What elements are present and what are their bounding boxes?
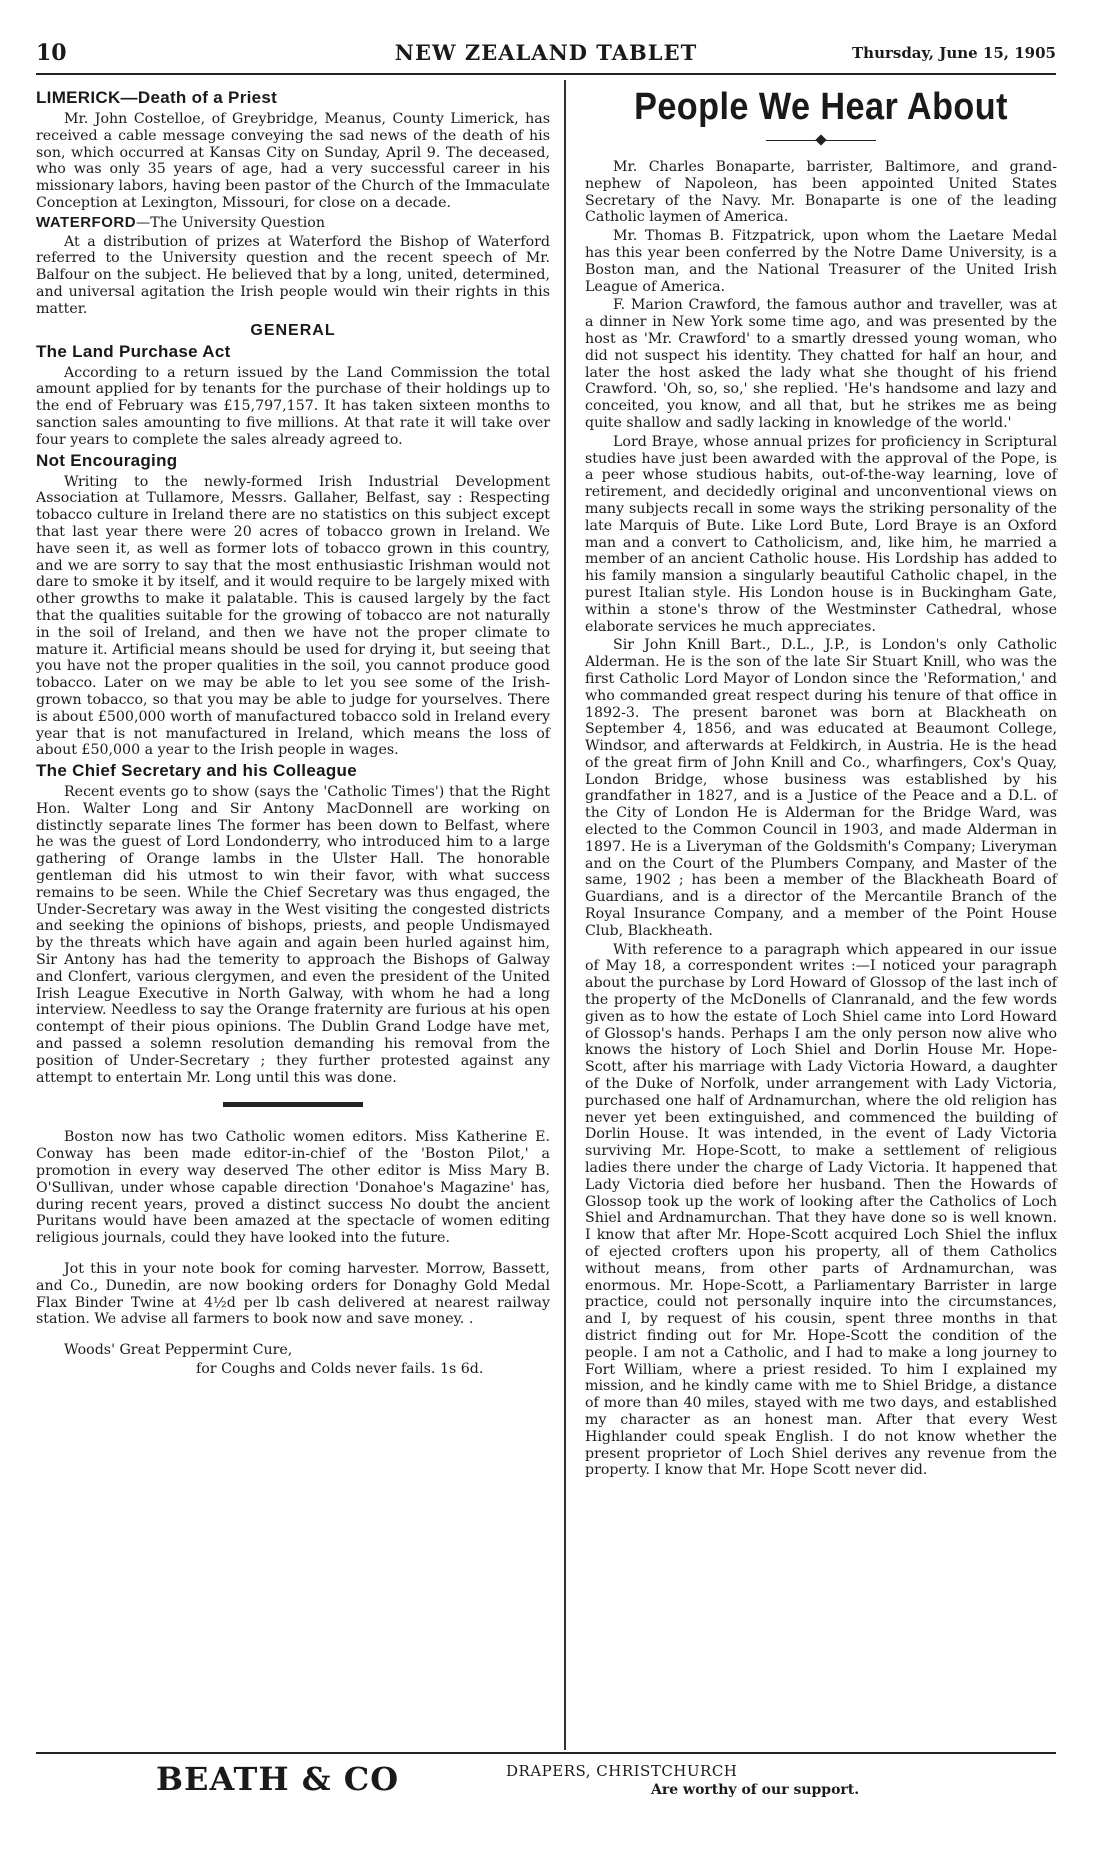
waterford-heading-place: WATERFORD [36, 213, 137, 231]
general-section-heading: GENERAL [250, 321, 336, 339]
issue-date: Thursday, June 15, 1905 [852, 44, 1056, 62]
column-divider [564, 80, 566, 1750]
advertiser-brand: BEATH & CO [156, 1760, 400, 1798]
woods-cure-line-1: Woods' Great Peppermint Cure, [64, 1342, 293, 1359]
header-rule [36, 73, 1056, 75]
footer-rule [36, 1752, 1056, 1754]
braye-paragraph: Lord Braye, whose annual prizes for proficiency in Scriptural studies have just been awarded with the approval of the Pope, is a peer whose studious habits, out-of-the-way learning, love of retirement, and decidedly original and unconventional views on many subjects recall in some ways the striking personality of the late Marquis of Bute. Like Lord Bute, Lord Braye is an Oxford man and a convert to Catholicism, and, like him, he married a member of an ancient Catholic house. His Lordship has added to his family mansion a singularly beautiful Catholic chapel, in the purest Italian style. His London house is in Buckingham Gate, within a stone's throw of the Westminster Cathedral, whose elaborate services he much appreciates. [585, 433, 1057, 635]
masthead-title: NEW ZEALAND TABLET [394, 40, 698, 65]
waterford-article: At a distribution of prizes at Waterford the Bishop of Waterford referred to the University question and the recent speech of Mr. Balfour on the subject. He believed that by a long, united, determined, and universal agitation the Irish people would win their rights in this matter. [36, 233, 550, 317]
left-column [36, 88, 550, 1380]
waterford-heading-topic: —The University Question [136, 214, 325, 231]
waterford-heading [36, 214, 550, 232]
morrow-bassett-notice: Jot this in your note book for coming harvester. Morrow, Bassett, and Co., Dunedin, are now booking orders for Donaghy Gold Medal Flax Binder Twine at 4½d per lb cash delivered at nearest railway station. We advise all farmers to book now and save money. . [36, 1261, 550, 1328]
right-column [585, 88, 1057, 1481]
people-we-hear-about-title: People We Hear About [634, 86, 1008, 128]
not-encouraging-article: Writing to the newly-formed Irish Industrial Development Association at Tullamore, Messrs. Gallaher, Belfast, say : Respecting tobacco culture in Ireland there are no statistics on this subject except that last year there were 20 acres of tobacco grown in Ireland. We have seen it, as well as former lots of tobacco grown in this country, and we are sorry to say that the most enthusiastic Irishman would not dare to smoke it by itself, and it would require to be largely mixed with other growths to make it palatable. This is caused largely by the fact that the qualities suitable for the growing of tobacco are not naturally in the soil of Ireland, and then we have not the proper climate to mature it. Artificial means should be used for drying it, but seeing that you have not the proper qualities in the soil, you cannot produce good tobacco. Later on we may be able to let you see some of the Irish-grown tobacco, so that you may be able to judge for yourselves. There is about £500,000 worth of manufactured tobacco sold in Ireland every year that is not manufactured in Ireland, which means the loss of about £50,000 a year to the Irish people in wages. [36, 473, 550, 759]
boston-editors-article: Boston now has two Catholic women editors. Miss Katherine E. Conway has been made editor-in-chief of the 'Boston Pilot,' a promotion in every way deserved The other editor is Miss Mary B. O'Sullivan, under whose capable direction 'Donahoe's Magazine' has, during recent years, proved a distinct success No doubt the ancient Puritans would have been amazed at the spectacle of women editing religious journals, could they have looked into the future. [36, 1129, 550, 1247]
limerick-heading: LIMERICK—Death of a Priest [36, 88, 278, 107]
ornament-diamond-icon [815, 134, 826, 145]
advertiser-subtitle: DRAPERS, CHRISTCHURCH [506, 1762, 738, 1780]
section-divider [223, 1102, 363, 1107]
page-header [36, 40, 1056, 70]
knill-paragraph: Sir John Knill Bart., D.L., J.P., is London's only Catholic Alderman. He is the son of the late Sir Stuart Knill, who was the first Catholic Lord Mayor of London since the 'Reformation,' and who commanded great respect during his tenure of that office in 1892-3. The present baronet was born at Blackheath on September 4, 1856, and was educated at Beaumont College, Windsor, and afterwards at Feldkirch, in Austria. He is the head of the great firm of John Knill and Co., wharfingers, Cox's Quay, London Bridge, whose business was established by his grandfather in 1827, and is a Justice of the Peace and a D.L. of the City of London He is Alderman for the Bridge Ward, was elected to the Common Council in 1903, and made Alderman in 1897. He is a Liveryman of the Goldsmith's Company; Liveryman and on the Court of the Plumbers Company, and Master of the same, 1902 ; has been a member of the Blackheath Board of Guardians, and is a director of the Mercantile Branch of the Royal Insurance Company, and a member of the Point House Club, Blackheath. [585, 637, 1057, 939]
land-purchase-heading: The Land Purchase Act [36, 341, 231, 361]
correspondent-paragraph: With reference to a paragraph which appeared in our issue of May 18, a correspondent writes :—I noticed your paragraph about the purchase by Lord Howard of Glossop of the last inch of the property of the McDonells of Clanranald, and the few words given as to how the estate of Loch Shiel came into Lord Howard of Glossop's hands. Perhaps I am the only person now alive who knows the history of Loch Shiel and Dorlin House Mr. Hope-Scott, after his marriage with Lady Victoria Howard, a daughter of the Duke of Norfolk, under arrangement with Lady Victoria, purchased one half of Ardnamurchan, where the old religion has never yet been extinguished, and commenced the building of Dorlin House. It was intended, in the event of Lady Victoria surviving Mr. Hope-Scott, to make a settlement of religious ladies there under the charge of Lady Victoria. It happened that Lady Victoria died before her husband. Then the Howards of Glossop took up the work of looking after the Catholics of Loch Shiel and Ardnamurchan. That they have done so is well known. I know that after Mr. Hope-Scott acquired Loch Shiel the influx of ejected crofters upon his property, all of them Catholics without means, from other parts of Ardnamurchan, was enormous. Mr. Hope-Scott, a Parliamentary Barrister in large practice, could not personally inquire into the circumstances, and I, by request of his cousin, spent three months in that district finding out for Mr. Hope-Scott the condition of the people. I am not a Catholic, and I had to make a long journey to Fort William, where a priest resided. To him I explained my mission, and he kindly came with me to Shiel Bridge, a distance of more than 40 miles, stayed with me two days, and established my character as an honest man. After that every West Highlander could speak English. I do not know whether the present proprietor of Loch Shiel derives any revenue from the property. I know that Mr. Hope Scott never did. [585, 941, 1057, 1479]
chief-secretary-heading: The Chief Secretary and his Colleague [36, 761, 357, 781]
crawford-paragraph: F. Marion Crawford, the famous author and traveller, was at a dinner in New York some time ago, and was presented by the host as 'Mr. Crawford' to a smartly dressed young woman, who did not suspect his identity. They chatted for half an hour, and later the host asked the lady what she thought of his friend Crawford. 'Oh, so, so,' she replied. 'He's handsome and lazy and conceited, you know, and all that, but he strikes me as being quite shallow and sadly lacking in knowledge of the world.' [585, 297, 1057, 431]
limerick-article: Mr. John Costelloe, of Greybridge, Meanus, County Limerick, has received a cable message conveying the sad news of the death of his son, which occurred at Kansas City on Sunday, April 9. The deceased, who was only 35 years of age, had a very successful career in his missionary labors, having been pastor of the Church of the Immaculate Conception at Lexington, Missouri, for close on a decade. [36, 111, 550, 211]
not-encouraging-heading: Not Encouraging [36, 450, 178, 470]
page-number: 10 [36, 40, 67, 66]
woods-cure-line-2: for Coughs and Colds never fails. 1s 6d. [196, 1361, 484, 1377]
fitzpatrick-paragraph: Mr. Thomas B. Fitzpatrick, upon whom the Laetare Medal has this year been conferred by the Notre Dame University, is a Boston man, and the National Treasurer of the United Irish League of America. [585, 228, 1057, 295]
chief-secretary-article: Recent events go to show (says the 'Catholic Times') that the Right Hon. Walter Long and Sir Antony MacDonnell are working on distinctly separate lines The former has been down to Belfast, where he was the guest of Lord Londonderry, who introduced him to a large gathering of Orange lambs in the Ulster Hall. The honorable gentleman did his utmost to win their favor, with what success remains to be seen. While the Chief Secretary was thus engaged, the Under-Secretary was away in the West visiting the congested districts and seeking the opinions of bishops, priests, and people Undismayed by the threats which have again and again been hurled against him, Sir Antony has had the temerity to approach the Bishops of Galway and Clonfert, various clergymen, and even the president of the United Irish League Executive in North Galway, with whom he had a long interview. Needless to say the Orange fraternity are furious at his open contempt of their pious opinions. The Dublin Grand Lodge have met, and passed a solemn resolution demanding his removal from the position of Under-Secretary ; they further protested against any attempt to entertain Mr. Long until this was done. [36, 784, 550, 1086]
advertiser-note: Are worthy of our support. [651, 1782, 860, 1798]
title-ornament [585, 135, 1057, 147]
bonaparte-paragraph: Mr. Charles Bonaparte, barrister, Baltimore, and grand-nephew of Napoleon, has been appointed United States Secretary of the Navy. Mr. Bonaparte is one of the leading Catholic laymen of America. [585, 159, 1057, 226]
woods-cure-notice [36, 1342, 550, 1378]
advertisement-footer [36, 1760, 1056, 1820]
land-purchase-article: According to a return issued by the Land Commission the total amount applied for by tenants for the purchase of their holdings up to the end of February was £15,797,157. It has taken sixteen months to sanction sales amounting to five millions. At that rate it will take over four years to complete the sales already agreed to. [36, 364, 550, 448]
